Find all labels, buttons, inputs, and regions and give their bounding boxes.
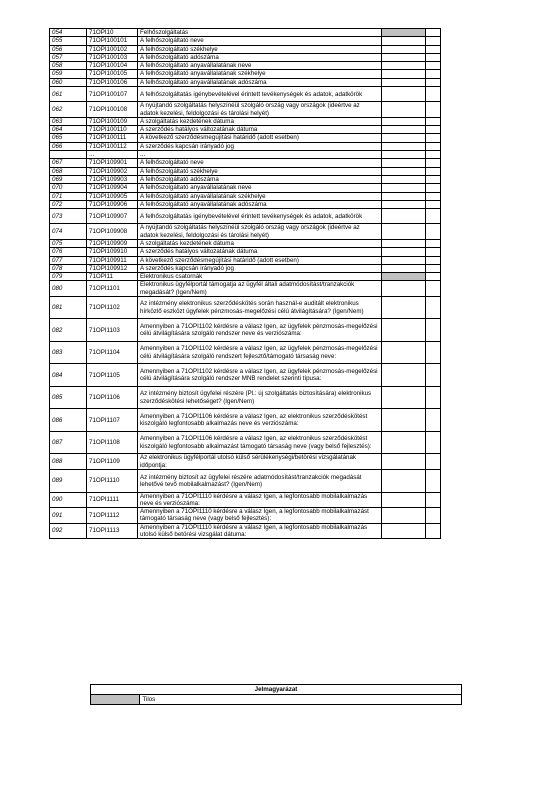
extra-cell: [426, 431, 441, 454]
row-description: Amennyiben a 71OPI1106 kérdésre a válasz Igen, az elektronikus szerződéskötést kiszolgáló legfontosabb alkalmazás neve és verziószáma:: [138, 409, 382, 432]
value-cell: [382, 523, 426, 539]
table-row: [50, 523, 441, 539]
row-code: 71OPI1102: [87, 296, 138, 319]
legend-title: Jelmagyarázat: [91, 685, 462, 695]
table-row: [50, 87, 441, 102]
extra-cell: [426, 45, 441, 53]
row-description: A felhőszolgáltató anyavállalatának neve: [138, 62, 382, 70]
row-code: 71OPI1109: [87, 454, 138, 470]
row-number: 086: [50, 409, 87, 432]
extra-cell: [426, 409, 441, 432]
row-description: A szerződés hatályos változatának dátuma: [138, 248, 382, 256]
row-code: 71OPI100102: [87, 45, 138, 53]
value-cell: [382, 184, 426, 192]
value-cell: [382, 239, 426, 247]
row-code: 71OPI11: [87, 273, 138, 281]
table-row: [50, 175, 441, 183]
row-code: 71OPI109909: [87, 239, 138, 247]
row-code: 71OPI100104: [87, 62, 138, 70]
table-row: [50, 184, 441, 192]
extra-cell: [426, 492, 441, 508]
table-row: [50, 209, 441, 224]
row-description: Az intézmény biztosít az ügyfelei részére adatmódosítást/tranzakciók megadását lehetővé tevő mobilalkalmazást? (Igen/Nem): [138, 470, 382, 493]
row-number: 065: [50, 134, 87, 142]
table-body: [50, 29, 441, 539]
value-cell: [382, 62, 426, 70]
row-code: 71OPI100101: [87, 37, 138, 45]
value-cell: [382, 159, 426, 167]
value-cell: [382, 492, 426, 508]
table-row: [50, 151, 441, 159]
row-description: A szerződés hatályos változatának dátuma: [138, 126, 382, 134]
value-cell: [382, 224, 426, 240]
row-code: 71OPI1110: [87, 470, 138, 493]
row-description: Amennyiben a 71OPI1110 kérdésre a válasz Igen, a legfontosabb mobilalkalmazás utolsó külső betörési vizsgálat dátuma:: [138, 523, 382, 539]
row-number: 057: [50, 53, 87, 61]
row-description: ...: [138, 151, 382, 159]
row-description: A következő szerződésmegújítási határidő (adott esetben): [138, 134, 382, 142]
extra-cell: [426, 29, 441, 37]
table-row: [50, 62, 441, 70]
row-description: Elektronikus ügyfélportál támogatja az ügyfél általi adatmódosítást/tranzakciók megadását? (Igen/Nem): [138, 281, 382, 297]
row-code: 71OPI100111: [87, 134, 138, 142]
row-code: 71OPI100110: [87, 126, 138, 134]
row-description: Az elektronikus ügyfélportál utolsó külső sérülékenységi/betörési vizsgálatának időpontja:: [138, 454, 382, 470]
extra-cell: [426, 264, 441, 272]
row-description: A felhőszolgáltató neve: [138, 159, 382, 167]
value-cell: [382, 319, 426, 342]
extra-cell: [426, 192, 441, 200]
extra-cell: [426, 454, 441, 470]
table-row: [50, 281, 441, 297]
value-cell: [382, 37, 426, 45]
row-code: 71OPI109910: [87, 248, 138, 256]
row-number: 087: [50, 431, 87, 454]
extra-cell: [426, 87, 441, 102]
row-description: A szerződés kapcsán irányadó jog: [138, 142, 382, 150]
row-number: 058: [50, 62, 87, 70]
row-number: 092: [50, 523, 87, 539]
row-code: 71OPI109906: [87, 200, 138, 208]
value-cell: [382, 29, 426, 37]
value-cell: [382, 281, 426, 297]
value-cell: [382, 87, 426, 102]
value-cell: [382, 70, 426, 78]
extra-cell: [426, 256, 441, 264]
value-cell: [382, 256, 426, 264]
row-number: 091: [50, 508, 87, 524]
extra-cell: [426, 70, 441, 78]
value-cell: [382, 470, 426, 493]
table-row: [50, 364, 441, 387]
table-row: [50, 78, 441, 86]
row-description: A nyújtandó szolgáltatás helyszínéül szolgáló ország vagy országok (ideértve az adatok kezelési, feldolgozási és tárolási helyét): [138, 102, 382, 118]
extra-cell: [426, 319, 441, 342]
row-description: Amennyiben a 71OPI1102 kérdésre a válasz Igen, az ügyfelek pénzmosás-megelőzési célú átvilágítására szolgáló rendszert fejlesztő/támogató társaság neve:: [138, 341, 382, 364]
row-code: 71OPI100109: [87, 117, 138, 125]
row-number: 073: [50, 209, 87, 224]
table-row: [50, 29, 441, 37]
row-code: 71OPI109911: [87, 256, 138, 264]
value-cell: [382, 273, 426, 281]
row-number: 066: [50, 142, 87, 150]
table-row: [50, 117, 441, 125]
table-row: [50, 37, 441, 45]
row-description: A felhőszolgáltató neve: [138, 37, 382, 45]
extra-cell: [426, 341, 441, 364]
table-row: [50, 431, 441, 454]
extra-cell: [426, 53, 441, 61]
row-code: 71OPI109901: [87, 159, 138, 167]
table-row: [50, 409, 441, 432]
row-code: 71OPI1111: [87, 492, 138, 508]
value-cell: [382, 296, 426, 319]
table-row: [50, 264, 441, 272]
row-description: A nyújtandó szolgáltatás helyszínéül szolgáló ország vagy országok (ideértve az adatok kezelési, feldolgozási és tárolási helyét): [138, 224, 382, 240]
row-number: 062: [50, 102, 87, 118]
row-number: 078: [50, 264, 87, 272]
row-code: 71OPI1108: [87, 431, 138, 454]
row-number: 084: [50, 364, 87, 387]
extra-cell: [426, 102, 441, 118]
value-cell: [382, 386, 426, 409]
row-description: A felhőszolgáltató anyavállalatának neve: [138, 184, 382, 192]
row-code: 71OPI1101: [87, 281, 138, 297]
table-row: [50, 192, 441, 200]
value-cell: [382, 126, 426, 134]
row-description: A következő szerződésmegújítási határidő (adott esetben): [138, 256, 382, 264]
row-code: 71OPI100112: [87, 142, 138, 150]
row-code: 71OPI109903: [87, 175, 138, 183]
row-description: A szerződés kapcsán irányadó jog: [138, 264, 382, 272]
extra-cell: [426, 37, 441, 45]
extra-cell: [426, 142, 441, 150]
extra-cell: [426, 296, 441, 319]
table-row: [50, 492, 441, 508]
row-description: Amennyiben a 71OPI1110 kérdésre a válasz Igen, a legfontosabb mobilalkalmazás neve és verziószáma:: [138, 492, 382, 508]
row-number: 059: [50, 70, 87, 78]
extra-cell: [426, 134, 441, 142]
row-number: 072: [50, 200, 87, 208]
row-number: 067: [50, 159, 87, 167]
table-row: [50, 53, 441, 61]
data-table: [49, 28, 441, 539]
row-code: 71OPI1105: [87, 364, 138, 387]
row-code: 71OPI1107: [87, 409, 138, 432]
legend-swatch: [91, 695, 140, 705]
row-description: Amennyiben a 71OPI1110 kérdésre a válasz Igen, a legfontosabb mobilalkalmazást támogató társaság neve (vagy belső fejlesztés):: [138, 508, 382, 524]
row-number: 055: [50, 37, 87, 45]
table-row: [50, 319, 441, 342]
table-row: [50, 126, 441, 134]
value-cell: [382, 45, 426, 53]
table-row: [50, 200, 441, 208]
row-description: Az intézmény biztosít ügyfelei részére (Pl.: új szolgáltatás biztosítására) elektronikus szerződéskötési lehetőséget? (Igen/Nem): [138, 386, 382, 409]
row-description: A felhőszolgáltató adószáma: [138, 175, 382, 183]
value-cell: [382, 151, 426, 159]
value-cell: [382, 409, 426, 432]
row-number: 085: [50, 386, 87, 409]
row-number: 056: [50, 45, 87, 53]
value-cell: [382, 167, 426, 175]
row-number: 077: [50, 256, 87, 264]
row-description: A felhőszolgáltatás igénybevételével érintett tevékenységek és adatok, adatkörök: [138, 87, 382, 102]
extra-cell: [426, 62, 441, 70]
row-description: A felhőszolgáltató anyavállalatának adószáma: [138, 78, 382, 86]
row-description: A felhőszolgáltató anyavállalatának székhelye: [138, 192, 382, 200]
row-code: 71OPI100106: [87, 78, 138, 86]
row-code: 71OPI1113: [87, 523, 138, 539]
table-row: [50, 224, 441, 240]
row-description: A szolgáltatás kezdetének dátuma: [138, 117, 382, 125]
table-row: [50, 134, 441, 142]
extra-cell: [426, 126, 441, 134]
row-number: 071: [50, 192, 87, 200]
row-code: 71OPI109907: [87, 209, 138, 224]
row-code: 71OPI109902: [87, 167, 138, 175]
row-number: 075: [50, 239, 87, 247]
row-number: 088: [50, 454, 87, 470]
table-row: [50, 296, 441, 319]
table-row: [50, 256, 441, 264]
extra-cell: [426, 117, 441, 125]
value-cell: [382, 209, 426, 224]
row-number: 063: [50, 117, 87, 125]
row-code: 71OPI100107: [87, 87, 138, 102]
extra-cell: [426, 364, 441, 387]
row-code: 71OPI100105: [87, 70, 138, 78]
row-description: A felhőszolgáltató anyavállalatának adószáma: [138, 200, 382, 208]
row-number: 074: [50, 224, 87, 240]
table-row: [50, 142, 441, 150]
row-code: 71OPI109908: [87, 224, 138, 240]
row-code: 71OPI10: [87, 29, 138, 37]
value-cell: [382, 53, 426, 61]
row-code: 71OPI100103: [87, 53, 138, 61]
row-number: [50, 151, 87, 159]
table-row: [50, 248, 441, 256]
row-number: 080: [50, 281, 87, 297]
row-description: Amennyiben a 71OPI1102 kérdésre a válasz Igen, az ügyfelek pénzmosás-megelőzési célú átvilágítására szolgáló rendszer neve és verziószáma:: [138, 319, 382, 342]
table-row: [50, 508, 441, 524]
row-description: Az intézmény elektronikus szerződéskötés során használ-e auditált elektronikus hírközlő eszközt ügyfelek pénzmosás-megelőzési célú átvilágítására? (Igen/Nem): [138, 296, 382, 319]
row-code: 71OPI109912: [87, 264, 138, 272]
row-code: 71OPI1104: [87, 341, 138, 364]
value-cell: [382, 175, 426, 183]
row-number: 054: [50, 29, 87, 37]
extra-cell: [426, 386, 441, 409]
extra-cell: [426, 209, 441, 224]
row-code: 71OPI109904: [87, 184, 138, 192]
table-row: [50, 159, 441, 167]
row-description: A felhőszolgáltatás igénybevételével érintett tevékenységek és adatok, adatkörök: [138, 209, 382, 224]
row-number: 070: [50, 184, 87, 192]
extra-cell: [426, 200, 441, 208]
extra-cell: [426, 508, 441, 524]
row-number: 090: [50, 492, 87, 508]
row-code: 71OPI1106: [87, 386, 138, 409]
row-number: 076: [50, 248, 87, 256]
row-number: 083: [50, 341, 87, 364]
row-description: A felhőszolgáltató adószáma: [138, 53, 382, 61]
row-code: 71OPI109905: [87, 192, 138, 200]
extra-cell: [426, 184, 441, 192]
value-cell: [382, 117, 426, 125]
row-code: 71OPI100108: [87, 102, 138, 118]
row-code: 71OPI1103: [87, 319, 138, 342]
table-row: [50, 470, 441, 493]
row-number: 068: [50, 167, 87, 175]
legend-item-label: Tilos: [140, 695, 462, 705]
value-cell: [382, 364, 426, 387]
row-number: 064: [50, 126, 87, 134]
value-cell: [382, 142, 426, 150]
row-description: A szolgáltatás kezdetének dátuma: [138, 239, 382, 247]
table-row: [50, 386, 441, 409]
row-number: 069: [50, 175, 87, 183]
value-cell: [382, 200, 426, 208]
extra-cell: [426, 248, 441, 256]
row-description: A felhőszolgáltató székhelye: [138, 167, 382, 175]
table-row: [50, 102, 441, 118]
extra-cell: [426, 224, 441, 240]
value-cell: [382, 192, 426, 200]
row-description: A felhőszolgáltató anyavállalatának székhelye: [138, 70, 382, 78]
table-row: [50, 454, 441, 470]
row-code: ...: [87, 151, 138, 159]
extra-cell: [426, 151, 441, 159]
row-number: 061: [50, 87, 87, 102]
legend-table: [90, 684, 462, 705]
extra-cell: [426, 281, 441, 297]
row-number: 089: [50, 470, 87, 493]
value-cell: [382, 431, 426, 454]
extra-cell: [426, 239, 441, 247]
extra-cell: [426, 175, 441, 183]
extra-cell: [426, 78, 441, 86]
row-number: 060: [50, 78, 87, 86]
value-cell: [382, 78, 426, 86]
value-cell: [382, 341, 426, 364]
row-number: 081: [50, 296, 87, 319]
value-cell: [382, 454, 426, 470]
extra-cell: [426, 167, 441, 175]
table-row: [50, 167, 441, 175]
table-row: [50, 273, 441, 281]
table-row: [50, 70, 441, 78]
table-row: [50, 239, 441, 247]
extra-cell: [426, 470, 441, 493]
table-row: [50, 45, 441, 53]
value-cell: [382, 134, 426, 142]
value-cell: [382, 248, 426, 256]
value-cell: [382, 102, 426, 118]
row-number: 082: [50, 319, 87, 342]
value-cell: [382, 508, 426, 524]
row-description: Elektronikus csatornák: [138, 273, 382, 281]
table-row: [50, 341, 441, 364]
extra-cell: [426, 523, 441, 539]
row-description: Felhőszolgáltatás: [138, 29, 382, 37]
value-cell: [382, 264, 426, 272]
row-description: Amennyiben a 71OPI1106 kérdésre a válasz Igen, az elektronikus szerződéskötést kiszolgáló legfontosabb alkalmazást támogató társaság neve (vagy belső fejlesztés):: [138, 431, 382, 454]
extra-cell: [426, 159, 441, 167]
extra-cell: [426, 273, 441, 281]
row-code: 71OPI1112: [87, 508, 138, 524]
row-number: 079: [50, 273, 87, 281]
row-description: Amennyiben a 71OPI1102 kérdésre a válasz Igen, az ügyfelek pénzmosás-megelőzési célú átvilágítására szolgáló rendszer MNB rendelet szerinti típusa:: [138, 364, 382, 387]
row-description: A felhőszolgáltató székhelye: [138, 45, 382, 53]
